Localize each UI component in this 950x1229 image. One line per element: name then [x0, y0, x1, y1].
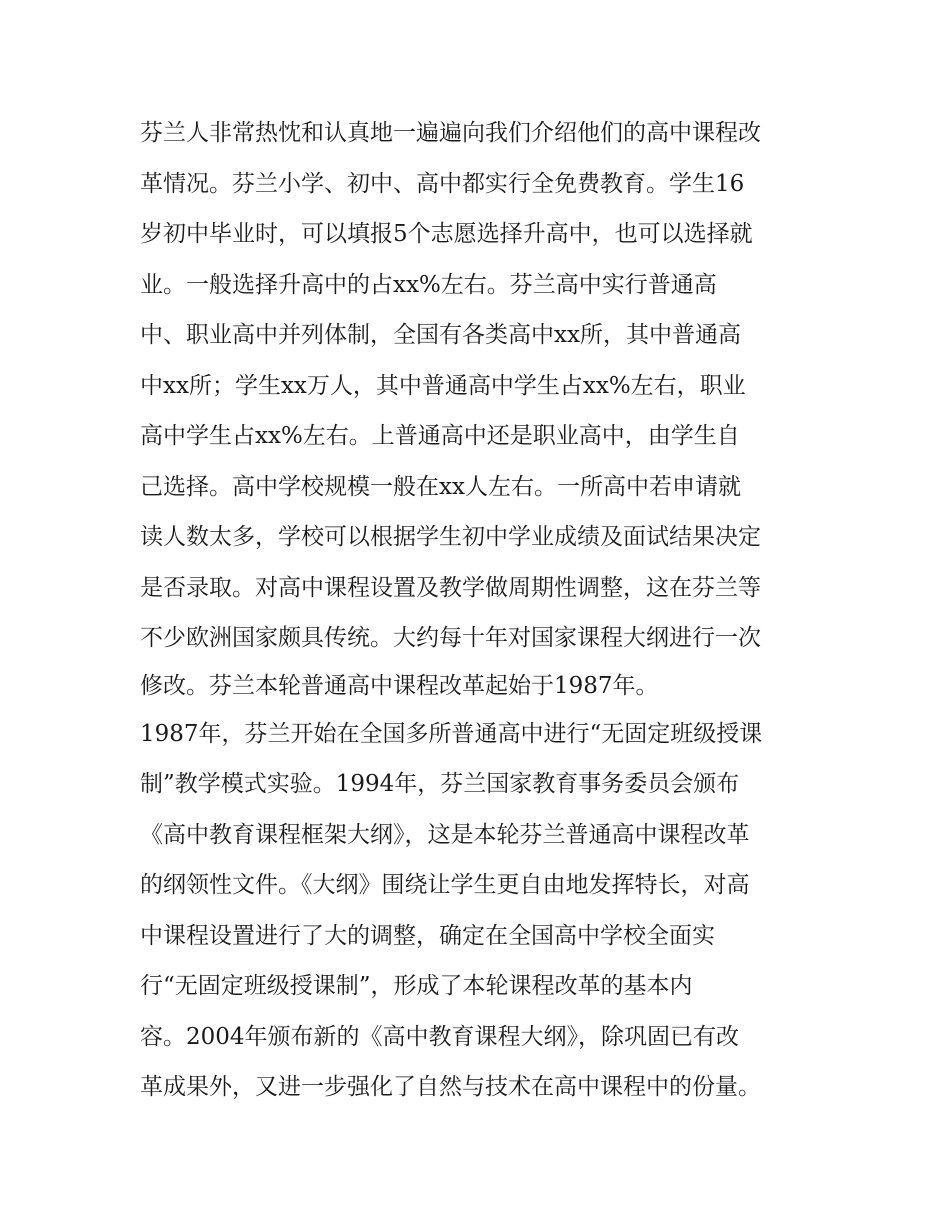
text-line: 容。2004年颁布新的《高中教育课程大纲》，除巩固已有改: [140, 1023, 740, 1050]
text-line: 中课程设置进行了大的调整，确定在全国高中学校全面实: [140, 922, 715, 949]
text-line: 芬兰人非常热忱和认真地一遍遍向我们介绍他们的高中课程改: [140, 120, 761, 146]
text-line: 是否录取。对高中课程设置及教学做周期性调整，这在芬兰等: [140, 574, 761, 601]
text-line: 岁初中毕业时，可以填报5个志愿选择升高中，也可以选择就: [140, 221, 753, 247]
text-line: 中xx所；学生xx万人，其中普通高中学生占xx%左右，职业: [140, 372, 746, 399]
text-line: 行“无固定班级授课制”，形成了本轮课程改革的基本内: [140, 973, 693, 999]
text-line: 读人数太多，学校可以根据学生初中学业成绩及面试结果决定: [140, 524, 761, 550]
text-line: 《高中教育课程框架大纲》，这是本轮芬兰普通高中课程改革: [140, 821, 750, 848]
text-line: 中、职业高中并列体制，全国有各类高中xx所，其中普通高: [140, 322, 741, 348]
text-line: 革成果外，又进一步强化了自然与技术在高中课程中的份量。: [140, 1074, 761, 1100]
text-line: 业。一般选择升高中的占xx%左右。芬兰高中实行普通高: [140, 271, 717, 298]
text-line: 制”教学模式实验。1994年，芬兰国家教育事务委员会颁布: [140, 771, 740, 797]
paragraph-2: [140, 709, 820, 1113]
text-line: 不少欧洲国家颇具传统。大约每十年对国家课程大纲进行一次: [140, 625, 761, 651]
paragraph-1: [140, 108, 820, 709]
text-line: 的纲领性文件。《大纲》围绕让学生更自由地发挥特长，对高: [140, 872, 750, 898]
text-line: 高中学生占xx%左右。上普通高中还是职业高中，由学生自: [140, 423, 740, 449]
body-text: [140, 108, 820, 1113]
text-line: 1987年，芬兰开始在全国多所普通高中进行“无固定班级授课: [140, 720, 763, 747]
text-line: 修改。芬兰本轮普通高中课程改革起始于1987年。: [140, 672, 659, 699]
text-line: 己选择。高中学校规模一般在xx人左右。一所高中若申请就: [140, 473, 741, 500]
text-line: 革情况。芬兰小学、初中、高中都实行全免费教育。学生16: [140, 170, 745, 197]
